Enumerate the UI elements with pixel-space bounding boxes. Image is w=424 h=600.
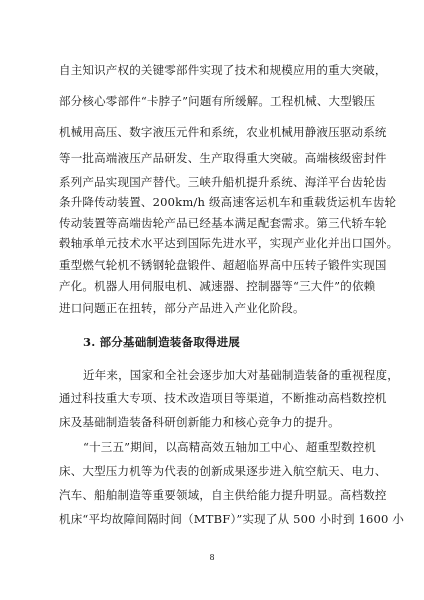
paragraph-line: 毂轴承单元技术水平达到国际先进水平，实现产业化并出口国外。 — [59, 236, 399, 250]
paragraph-line: 产化。机器人用伺服电机、减速器、控制器等“三大件”的依赖 — [59, 279, 376, 293]
paragraph-line: 部分核心零部件“卡脖子”问题有所缓解。工程机械、大型锻压 — [59, 94, 376, 108]
paragraph-line: 机床“平均故障间隔时间（MTBF）”实现了从 500 小时到 1600 小 — [59, 512, 405, 526]
paragraph-line: 等一批高端液压产品研发、生产取得重大突破。高端核级密封件 — [59, 151, 387, 165]
paragraph-line: 床、大型压力机等为代表的创新成果逐步进入航空航天、电力、 — [59, 464, 387, 478]
paragraph-line: 传动装置等高端齿轮产品已经基本满足配套需求。第三代轿车轮 — [59, 216, 387, 230]
section-heading: 3. 部分基础制造装备取得进展 — [83, 335, 241, 349]
page-number: 8 — [209, 553, 215, 562]
paragraph-line: 机械用高压、数字液压元件和系统，农业机械用静液压驱动系统 — [59, 125, 387, 139]
paragraph-line: “十三五”期间，以高精高效五轴加工中心、超重型数控机 — [83, 440, 376, 454]
paragraph-line: 重型燃气轮机不锈钢轮盘锻件、超超临界高中压转子锻件实现国 — [59, 258, 387, 272]
paragraph-line: 系列产品实现国产替代。三峡升船机提升系统、海洋平台齿轮齿 — [59, 175, 387, 189]
paragraph-line: 通过科技重大专项、技术改造项目等渠道，不断推动高档数控机 — [59, 391, 387, 405]
paragraph-line: 条升降传动装置、200km/h 级高速客运机车和重载货运机车齿轮 — [59, 195, 397, 209]
paragraph-line: 自主知识产权的关键零部件实现了技术和规模应用的重大突破， — [59, 63, 387, 77]
paragraph-line: 汽车、船舶制造等重要领域，自主供给能力提升明显。高档数控 — [59, 488, 387, 502]
paragraph-line: 床及基础制造装备科研创新能力和核心竞争力的提升。 — [59, 415, 340, 429]
paragraph-line: 进口问题正在扭转，部分产品进入产业化阶段。 — [59, 301, 305, 315]
paragraph-line: 近年来，国家和全社会逐步加大对基础制造装备的重视程度， — [83, 368, 399, 382]
